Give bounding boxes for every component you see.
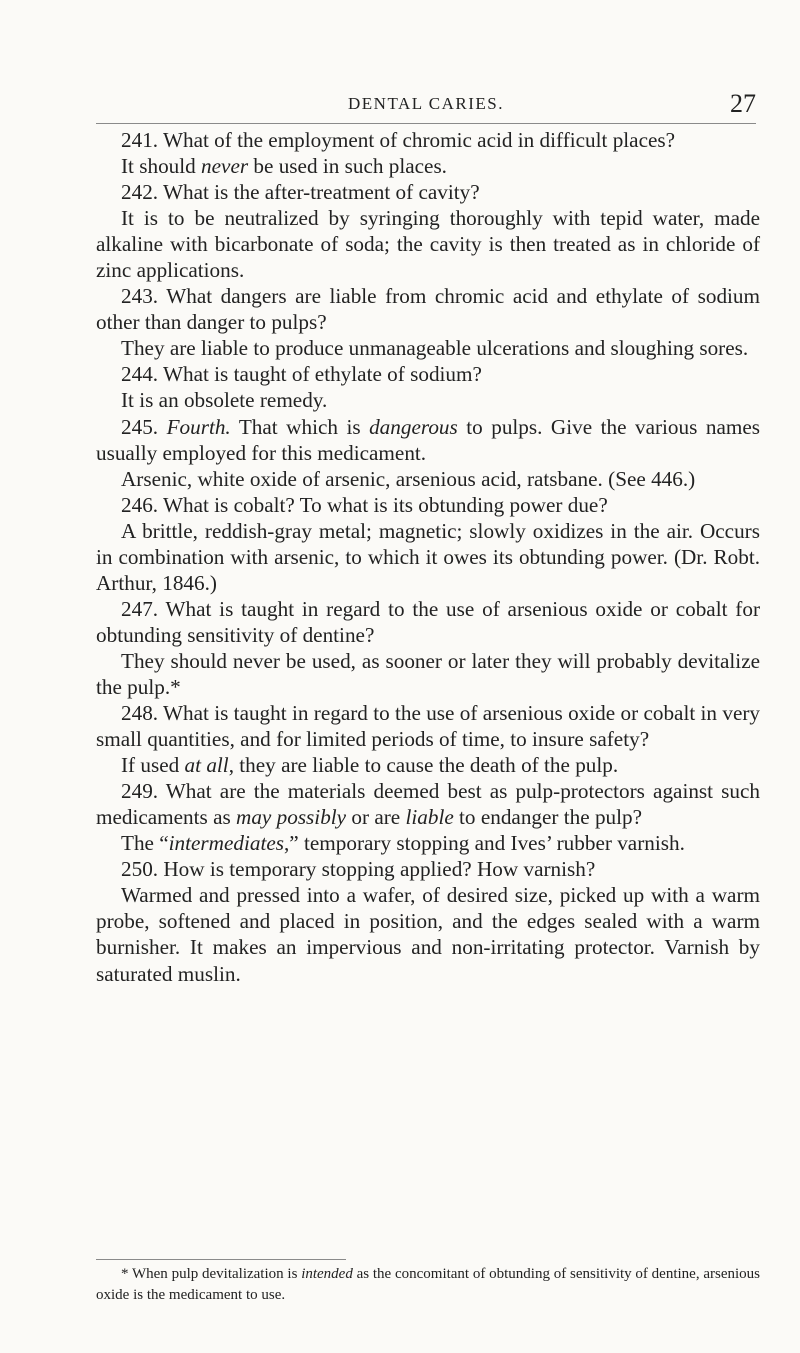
answer-248: If used at all, they are liable to cause the death of the pulp. xyxy=(121,753,619,778)
answer-249: The “intermediates,” temporary stopping and Ives’ rubber varnish. xyxy=(121,831,685,856)
question-243: 243. What dangers are liable from chromic acid and ethylate of sodium other than danger to pulps? xyxy=(96,284,760,335)
question-244: 244. What is taught of ethylate of sodium? xyxy=(121,362,482,387)
answer-242: It is to be neutralized by syringing thoroughly with tepid water, made alkaline with bicarbonate of soda; the cavity is then treated as in chloride of zinc applications. xyxy=(96,206,760,283)
question-247: 247. What is taught in regard to the use of arsenious oxide or cobalt for obtunding sensitivity of dentine? xyxy=(96,596,760,647)
footnote xyxy=(96,1259,760,1306)
page-header xyxy=(96,89,756,126)
footnote-rule xyxy=(96,1259,346,1260)
answer-247: They should never be used, as sooner or later they will probably devitalize the pulp.* xyxy=(96,648,760,699)
answer-250: Warmed and pressed into a wafer, of desired size, picked up with a warm probe, softened and placed in position, and the edges sealed with a warm burnisher. It makes an impervious and non-irritating protector. Varnish by saturated muslin. xyxy=(96,883,760,986)
answer-243: They are liable to produce unmanageable ulcerations and sloughing sores. xyxy=(121,336,749,361)
question-241: 241. What of the employment of chromic acid in difficult places? xyxy=(121,128,676,152)
running-head: DENTAL CARIES. xyxy=(348,94,504,113)
answer-245: Arsenic, white oxide of arsenic, arsenious acid, ratsbane. (See 446.) xyxy=(121,466,696,491)
question-245: 245. Fourth. That which is dangerous to pulps. Give the various names usually employed for this medicament. xyxy=(96,414,760,465)
footnote-text: * When pulp devitalization is intended as the concomitant of obtunding of sensitivity of dentine, arsenious oxide is the medicament to use. xyxy=(96,1266,760,1303)
answer-241: It should never be used in such places. xyxy=(121,154,447,179)
header-rule xyxy=(96,123,756,124)
question-242: 242. What is the after-treatment of cavity? xyxy=(121,180,480,205)
answer-244: It is an obsolete remedy. xyxy=(121,388,328,413)
page-body xyxy=(96,127,760,987)
question-250: 250. How is temporary stopping applied? How varnish? xyxy=(121,857,596,882)
answer-246: A brittle, reddish-gray metal; magnetic; slowly oxidizes in the air. Occurs in combination with arsenic, to which it owes its obtunding power. (Dr. Robt. Arthur, 1846.) xyxy=(96,518,760,595)
question-249: 249. What are the materials deemed best as pulp-protectors against such medicaments as may possibly or are liable to endanger the pulp? xyxy=(96,779,760,830)
question-248: 248. What is taught in regard to the use of arsenious oxide or cobalt in very small quantities, and for limited periods of time, to insure safety? xyxy=(96,701,760,752)
question-246: 246. What is cobalt? To what is its obtunding power due? xyxy=(121,492,608,517)
page-number: 27 xyxy=(730,89,756,118)
